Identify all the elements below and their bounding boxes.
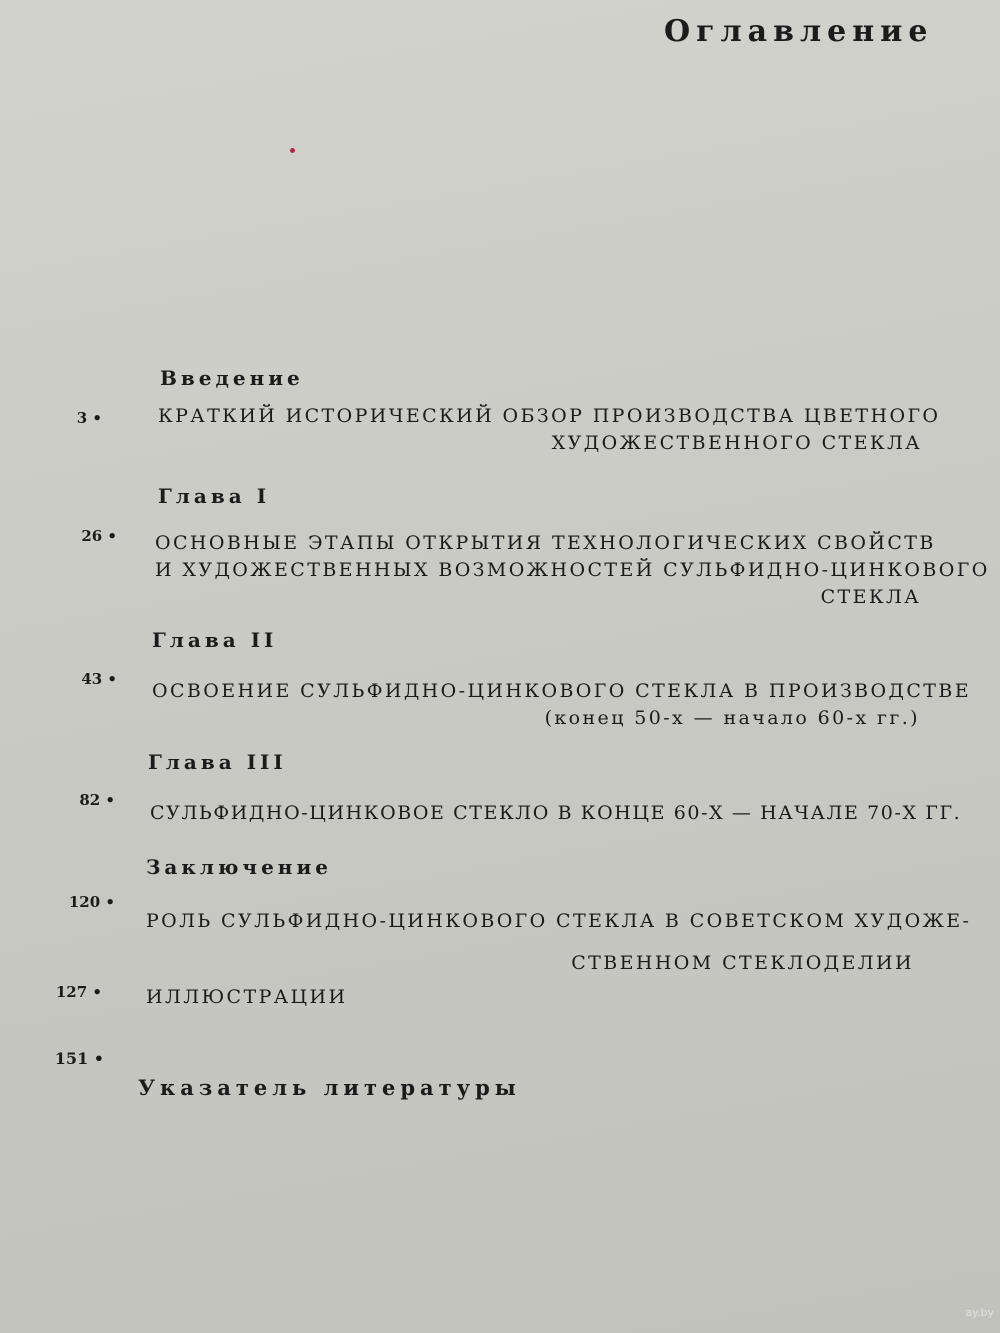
- toc-entry-conclusion[interactable]: [146, 900, 972, 984]
- toc-entry-line: Указатель литературы: [138, 1075, 521, 1100]
- toc-entry-intro[interactable]: [158, 403, 941, 457]
- page-number-conclusion: 120 •: [68, 893, 115, 911]
- toc-entry-line: ОСВОЕНИЕ СУЛЬФИДНО-ЦИНКОВОГО СТЕКЛА В ПРОИЗВОДСТВЕ: [152, 680, 972, 702]
- toc-entry-line: ИЛЛЮСТРАЦИИ: [146, 986, 348, 1008]
- heading-chapter-2: Глава II: [152, 628, 278, 652]
- page-number-illustrations: 127 •: [55, 983, 102, 1001]
- heading-conclusion: Заключение: [146, 855, 332, 879]
- toc-entry-chapter-3[interactable]: [150, 800, 962, 827]
- heading-chapter-1: Глава I: [158, 484, 271, 508]
- page-number-intro: 3 •: [76, 409, 102, 427]
- toc-entry-line: СТВЕННОМ СТЕКЛОДЕЛИИ: [571, 952, 914, 974]
- toc-entry-line: РОЛЬ СУЛЬФИДНО-ЦИНКОВОГО СТЕКЛА В СОВЕТСКОМ ХУДОЖЕ-: [146, 910, 972, 932]
- toc-entry-illustrations[interactable]: [146, 984, 347, 1011]
- toc-entry-line: СУЛЬФИДНО-ЦИНКОВОЕ СТЕКЛО В КОНЦЕ 60-Х — НАЧАЛЕ 70-Х ГГ.: [150, 802, 962, 824]
- toc-entry-line: ХУДОЖЕСТВЕННОГО СТЕКЛА: [551, 432, 922, 454]
- page-title: Оглавление: [664, 14, 934, 49]
- watermark: ay.by: [965, 1306, 994, 1319]
- toc-entry-line: ОСНОВНЫЕ ЭТАПЫ ОТКРЫТИЯ ТЕХНОЛОГИЧЕСКИХ СВОЙСТВ: [155, 532, 936, 554]
- toc-entry-chapter-1[interactable]: [155, 530, 990, 611]
- toc-entry-line: И ХУДОЖЕСТВЕННЫХ ВОЗМОЖНОСТЕЙ СУЛЬФИДНО-ЦИНКОВОГО: [155, 559, 990, 581]
- toc-entry-line: (конец 50-х — начало 60-х гг.): [544, 707, 920, 729]
- page-number-chapter-3: 82 •: [79, 791, 115, 809]
- heading-chapter-3: Глава III: [148, 750, 287, 774]
- page-number-bibliography: 151 •: [54, 1049, 104, 1068]
- heading-intro: Введение: [160, 366, 304, 390]
- ink-speck: [290, 148, 295, 153]
- toc-entry-line: КРАТКИЙ ИСТОРИЧЕСКИЙ ОБЗОР ПРОИЗВОДСТВА ЦВЕТНОГО: [158, 405, 941, 427]
- toc-entry-chapter-2[interactable]: [152, 678, 972, 732]
- page-number-chapter-1: 26 •: [81, 527, 117, 545]
- page-number-chapter-2: 43 •: [81, 670, 117, 688]
- toc-entry-line: СТЕКЛА: [820, 586, 921, 608]
- toc-entry-bibliography[interactable]: [138, 1074, 521, 1101]
